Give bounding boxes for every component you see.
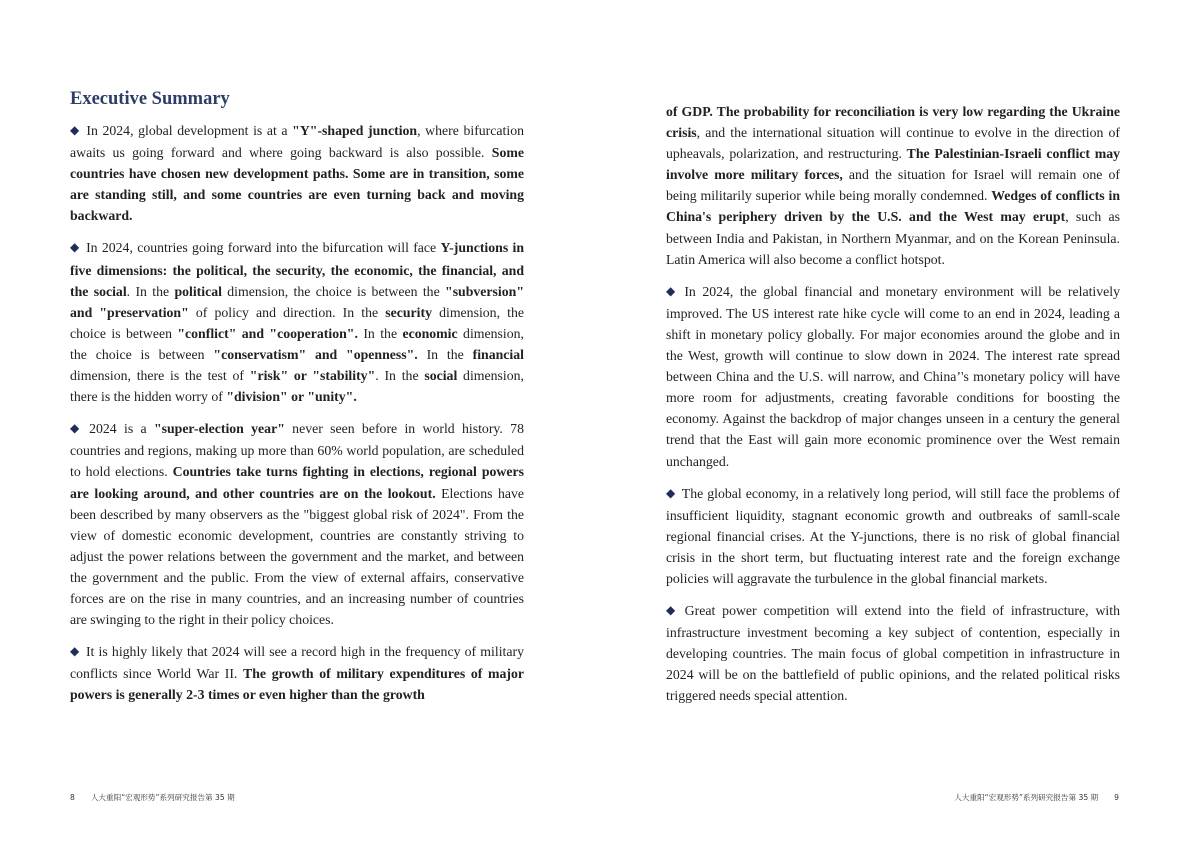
diamond-bullet-icon: ◆	[666, 283, 679, 298]
text-run: . In the	[126, 283, 175, 299]
text-run: In 2024, the global financial and monetary environment will be relatively improved. The US interest rate hike cycle will come to an end in 2024, leading a shift in monetary policy globally. For major economies around the globe and in the West, growth will continue to slow down in 2024. The interest rate spread between China and the U.S. will narrow, and China’'s monetary policy will have more room for adjustments, creating favorable conditions for boosting the economy. Against the backdrop of major changes unseen in a century the general trend that the East will gain more economic prominence over the West remain unchanged.	[666, 283, 1121, 469]
bold-text-run: The growth of military expenditures of major powers is generally 2-3 times or even higher than the growth	[70, 666, 524, 703]
diamond-bullet-icon: ◆	[70, 240, 81, 255]
text-run: , such as between India and Pakistan, in Northern Myanmar, and on the Korean Peninsula. Latin America will also become a conflict hotspot.	[666, 209, 1120, 267]
text-run: In 2024, global development is at a	[86, 123, 293, 138]
bold-text-run: social	[424, 368, 458, 384]
series-title-right: 人大重阳“宏观形势”系列研究报告第 35 期	[954, 793, 1099, 802]
bold-text-run: financial	[472, 346, 524, 362]
text-run: In the	[417, 346, 473, 362]
paragraph	[70, 237, 524, 407]
page-number-right: 9	[1114, 793, 1119, 802]
bold-text-run: Some countries have chosen new development paths. Some are in transition, some are standing still, and some countries are even turning back and moving backward.	[70, 145, 524, 224]
text-run: dimension, there is the hidden worry of	[70, 368, 524, 405]
text-run: dimension, the choice is between the	[221, 283, 446, 299]
text-run: dimension, there is the test of	[70, 368, 250, 384]
paragraph	[666, 600, 1120, 706]
left-column	[70, 86, 524, 716]
text-run: In the	[357, 325, 403, 341]
text-run: Great power competition will extend into the field of infrastructure, with infrastructure investment becoming a key subject of contention, especially in developing countries. The main focus of global competition in infrastructure in 2024 will be on the battlefield of public opinions, and the related political risks triggered needs special attention.	[666, 603, 1121, 704]
bold-text-run: political	[174, 283, 222, 299]
left-paragraphs	[70, 120, 524, 705]
paragraph	[70, 418, 524, 630]
text-run: , and the international situation will continue to evolve in the direction of upheavals, polarization, and restructuring.	[666, 125, 1120, 162]
right-footer	[954, 792, 1119, 803]
bold-text-run: "risk" or "stability"	[249, 368, 376, 384]
diamond-bullet-icon: ◆	[70, 123, 81, 137]
page-number-left: 8	[70, 793, 75, 802]
text-run: , where bifurcation awaits us going forward and where going backward is also possible.	[70, 123, 524, 161]
left-footer	[70, 792, 235, 803]
series-title-left: 人大重阳“宏观形势”系列研究报告第 35 期	[90, 793, 235, 802]
text-run: never seen before in world history. 78 countries and regions, making up more than 60% world population, are scheduled to hold elections.	[70, 421, 524, 480]
text-run: . In the	[375, 368, 425, 384]
right-page	[595, 0, 1190, 841]
bold-text-run: "conservatism" and "openness".	[213, 346, 418, 362]
bold-text-run: "conflict" and "cooperation".	[177, 325, 358, 341]
text-run: dimension, the choice is between	[70, 325, 524, 362]
paragraph	[666, 101, 1120, 270]
bold-text-run: economic	[402, 325, 458, 341]
page-title: Executive Summary	[70, 89, 230, 109]
text-run: It is highly likely that 2024 will see a record high in the frequency of military conflicts since World War II.	[70, 644, 524, 682]
paragraph	[666, 281, 1120, 472]
bold-text-run: Y-junctions in five dimensions: the political, the security, the economic, the financial, and the social	[70, 240, 524, 299]
right-column	[666, 101, 1120, 718]
text-run: of policy and direction. In the	[188, 304, 386, 320]
paragraph	[70, 641, 524, 705]
bold-text-run: "Y"-shaped junction	[292, 123, 418, 138]
bold-text-run: "division" or "unity".	[226, 389, 357, 405]
text-run: The global economy, in a relatively long period, will still face the problems of insufficient liquidity, stagnant economic growth and outbreaks of samll-scale regional financial crises. At the Y-junctions, there is no risk of global financial crisis in the short term, but fluctuating interest rate and the foreign exchange policies will aggravate the turbulence in the global financial markets.	[666, 485, 1120, 586]
text-run: 2024 is a	[89, 421, 154, 437]
bold-text-run: Countries take turns fighting in elections, regional powers are looking around, and other countries are on the lookout.	[70, 464, 524, 501]
diamond-bullet-icon: ◆	[666, 485, 676, 500]
bold-text-run: security	[385, 304, 432, 320]
diamond-bullet-icon: ◆	[70, 644, 80, 659]
bold-text-run: "subversion" and "preservation"	[70, 283, 524, 320]
bold-text-run: Wedges of conflicts in China's periphery driven by the U.S. and the West may erupt	[666, 188, 1120, 225]
diamond-bullet-icon: ◆	[70, 421, 84, 436]
diamond-bullet-icon: ◆	[666, 603, 679, 618]
text-run: Elections have been described by many observers as the "biggest global risk of 2024". From the view of domestic economic development, countries are constantly striving to adjust the power relations between the government and the market, and between the government and the public. From the view of external affairs, conservative forces are on the rise in many countries, and an increasing number of countries are swinging to the right in their policy choices.	[70, 485, 524, 628]
text-run: and the situation for Israel will remain one of being militarily superior while being morally condemned.	[666, 167, 1121, 204]
paragraph	[666, 483, 1120, 589]
right-paragraphs	[666, 101, 1120, 707]
bold-text-run: The Palestinian-Israeli conflict may involve more military forces,	[666, 146, 1120, 183]
paragraph	[70, 120, 524, 226]
text-run: dimension, the choice is between	[70, 304, 524, 341]
bold-text-run: of GDP. The probability for reconciliation is very low regarding the Ukraine crisis	[666, 104, 1120, 141]
text-run: In 2024, countries going forward into the bifurcation will face	[86, 240, 441, 256]
bold-text-run: "super-election year"	[153, 421, 285, 437]
